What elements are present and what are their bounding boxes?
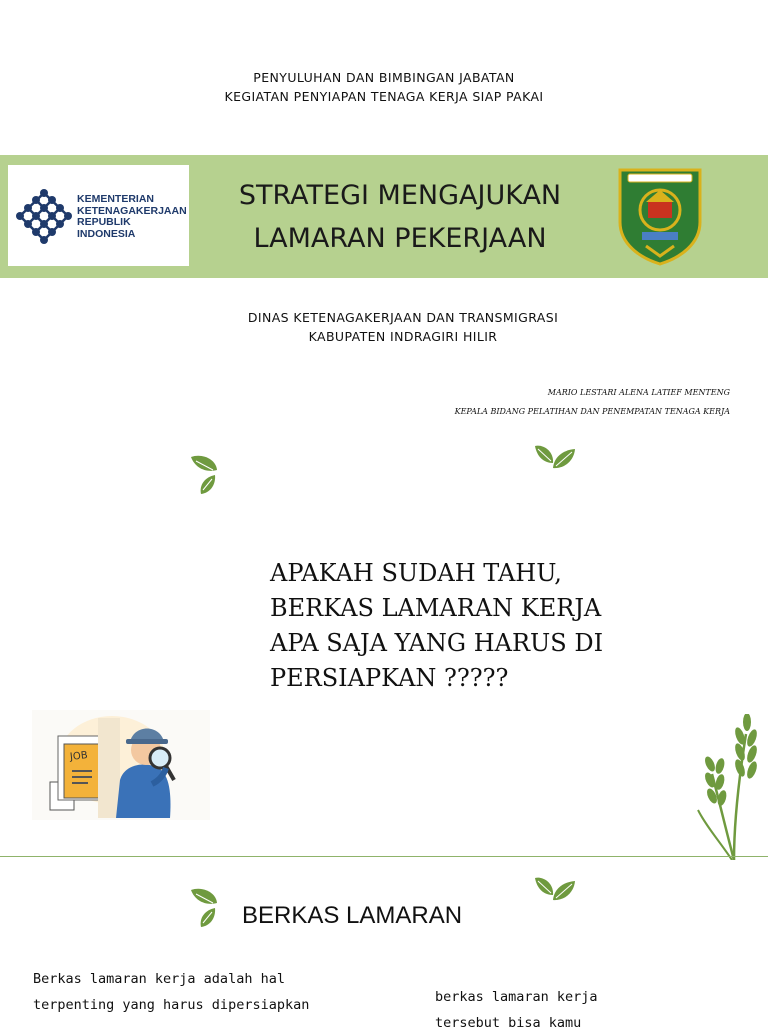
section-body-left [33, 966, 373, 1018]
job-label: JOB [69, 750, 89, 763]
leaf-icon [534, 441, 576, 471]
question-line1: APAKAH SUDAH TAHU, [270, 559, 562, 587]
question-line3: APA SAJA YANG HARUS DI [270, 629, 604, 657]
logo-text-line: KEMENTERIAN [77, 193, 155, 205]
title-line1: STRATEGI MENGAJUKAN [238, 180, 562, 211]
body-right-line2: tersebut bisa kamu [435, 1015, 582, 1031]
author-name: MARIO LESTARI ALENA LATIEF MENTENG [547, 388, 730, 397]
title-line2: LAMARAN PEKERJAAN [253, 223, 547, 254]
leaf-icon [188, 886, 220, 928]
body-left-line1: Berkas lamaran kerja adalah hal [33, 971, 285, 987]
top-heading-line2: KEGIATAN PENYIAPAN TENAGA KERJA SIAP PAKAI [224, 89, 544, 104]
section-body-right [435, 984, 735, 1036]
ministry-logo-text [77, 194, 187, 240]
logo-text-line: REPUBLIK [77, 216, 131, 228]
logo-text-line: KETENAGAKERJAAN [77, 204, 187, 217]
ministry-logo-icon [14, 188, 74, 246]
department-line2: KABUPATEN INDRAGIRI HILIR [308, 329, 498, 344]
author-position: KEPALA BIDANG PELATIHAN DAN PENEMPATAN TENAGA KERJA [454, 407, 730, 416]
top-heading [0, 68, 768, 106]
top-heading-line1: PENYULUHAN DAN BIMBINGAN JABATAN [253, 70, 515, 85]
slide-divider [0, 856, 768, 857]
leaf-icon [534, 873, 576, 903]
section-title: BERKAS LAMARAN [242, 902, 463, 929]
job-search-illustration [32, 710, 210, 820]
regency-emblem-icon [616, 166, 704, 266]
question-line2: BERKAS LAMARAN KERJA [270, 594, 602, 622]
question-text [270, 556, 740, 696]
detective-job-icon [32, 710, 210, 820]
leaf-icon [188, 453, 220, 495]
logo-text-line: INDONESIA [77, 227, 136, 240]
department-line1: DINAS KETENAGAKERJAAN DAN TRANSMIGRASI [247, 310, 559, 325]
body-right-line1: berkas lamaran kerja [435, 989, 598, 1005]
wheat-icon [696, 714, 760, 860]
presentation-title [200, 174, 600, 260]
department-heading [0, 308, 768, 346]
body-left-line2: terpenting yang harus dipersiapkan [33, 997, 310, 1013]
question-line4: PERSIAPKAN ????? [270, 664, 509, 692]
